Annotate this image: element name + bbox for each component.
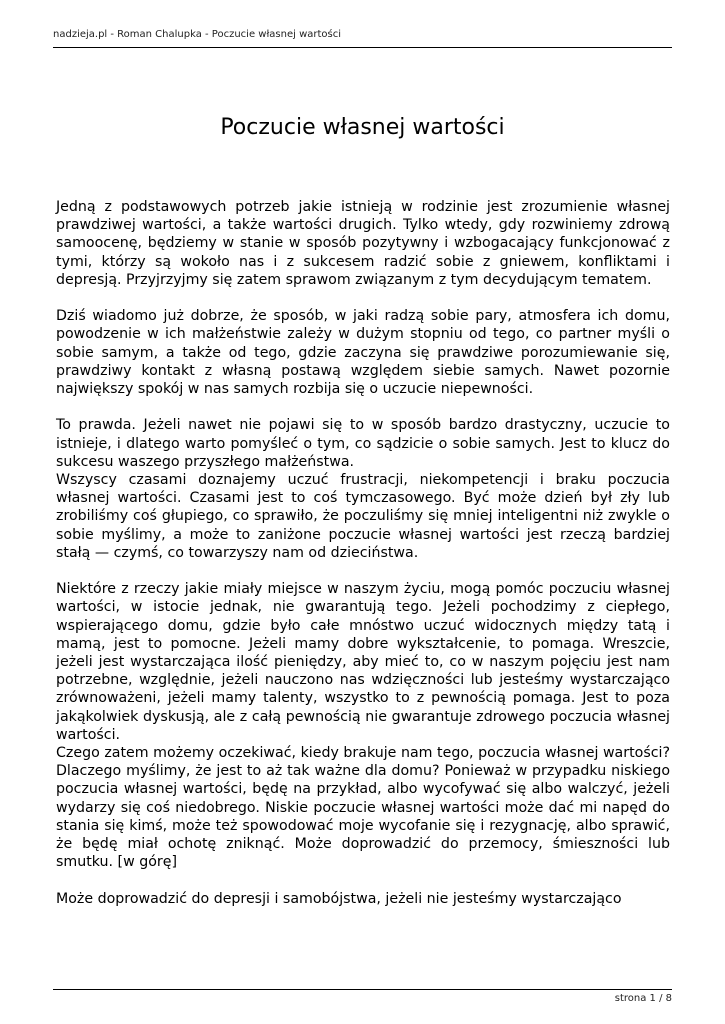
paragraph: Może doprowadzić do depresji i samobójstwa, jeżeli nie jesteśmy wystarczająco bbox=[56, 890, 622, 907]
page-footer bbox=[53, 989, 672, 1006]
paragraph: Jedną z podstawowych potrzeb jakie istnieją w rodzinie jest zrozumienie własnej prawdziwej wartości, a także wartości drugich. Tylko wtedy, gdy rozwiniemy zdrową samoocenę, będziemy w stanie w sposób pozytywny i wzbogacający funkcjonować z tymi, którzy są wokoło nas i z sukcesem radzić sobie z gniewem, konfliktami i depresją. Przyjrzyjmy się zatem sprawom związanym z tym decydującym tematem. bbox=[56, 199, 670, 288]
paragraph: Dziś wiadomo już dobrze, że sposób, w jaki radzą sobie pary, atmosfera ich domu, powodzenie w ich małżeństwie zależy w dużym stopniu od tego, co partner myśli o sobie samym, a także od tego, gdzie zaczyna się prawdziwe porozumiewanie się, prawdziwy kontakt z własną postawą względem siebie samych. Nawet pozornie największy spokój w nas samych rozbija się o uczucie niepewności. bbox=[56, 308, 670, 398]
document-title: Poczucie własnej wartości bbox=[220, 115, 505, 140]
page-header bbox=[53, 28, 672, 48]
paragraph: Wszyscy czasami doznajemy uczuć frustracji, niekompetencji i braku poczucia własnej wartości. Czasami jest to coś tymczasowego. Być może dzień był zły lub zrobiliśmy coś głupiego, co sprawiło, że poczuliśmy się mniej inteligentni niż zwykle o sobie myślimy, a może to zaniżone poczucie własnej wartości jest rzeczą bardziej stałą — czymś, co towarzyszy nam od dzieciństwa. bbox=[56, 472, 670, 561]
header-text: nadzieja.pl - Roman Chalupka - Poczucie własnej wartości bbox=[53, 29, 342, 40]
paragraph: Niektóre z rzeczy jakie miały miejsce w naszym życiu, mogą pomóc poczuciu własnej wartości, w istocie jednak, nie gwarantują tego. Jeżeli pochodzimy z ciepłego, wspierającego domu, gdzie było całe mnóstwo uczuć widocznych między tatą i mamą, jest to pomocne. Jeżeli mamy dobre wykształcenie, to pomaga. Wreszcie, jeżeli jest wystarczająca ilość pieniędzy, aby mieć to, co w naszym pojęciu jest nam potrzebne, względnie, jeżeli nauczono nas wdzięczności lub jesteśmy wystarczająco zrównoważeni, jeżeli mamy talenty, wszystko to z pewnością pomaga. Jest to poza jakąkolwiek dyskusją, ale z całą pewnością nie gwarantuje zdrowego poczucia własnej wartości. bbox=[56, 581, 670, 743]
paragraph: To prawda. Jeżeli nawet nie pojawi się to w sposób bardzo drastyczny, uczucie to istnieje, i dlatego warto pomyśleć o tym, co sądzicie o sobie samych. Jest to klucz do sukcesu waszego przyszłego małżeństwa. bbox=[56, 417, 670, 470]
page-number: strona 1 / 8 bbox=[614, 993, 672, 1004]
document-body bbox=[56, 198, 670, 926]
paragraph: Czego zatem możemy oczekiwać, kiedy brakuje nam tego, poczucia własnej wartości? Dlaczego myślimy, że jest to aż tak ważne dla domu? Ponieważ w przypadku niskiego poczucia własnej wartości, będę na przykład, albo wycofywać się albo walczyć, jeżeli wydarzy się coś niedobrego. Niskie poczucie własnej wartości może dać mi napęd do stania się kimś, może też spowodować moje wycofanie się i rezygnację, albo sprawić, że będę miał ochotę zniknąć. Może doprowadzić do przemocy, śmieszności lub smutku. [w górę] bbox=[56, 745, 670, 871]
